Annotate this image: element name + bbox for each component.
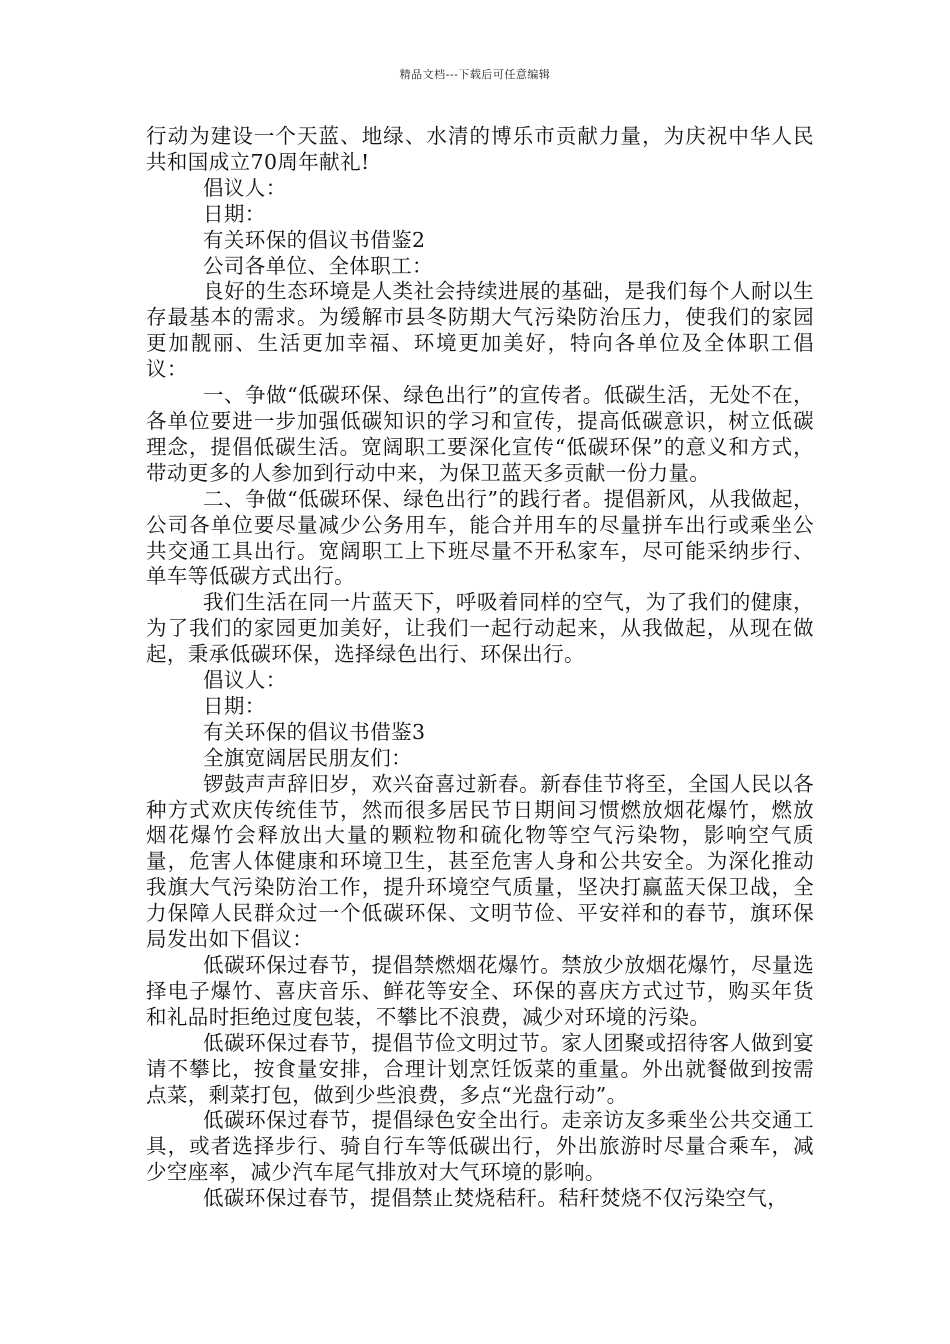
paragraph: 我们生活在同一片蓝天下，呼吸着同样的空气，为了我们的健康，为了我们的家园更加美好，让我们一起行动起来，从我做起，从现在做起，秉承低碳环保，选择绿色出行、环保出行。 bbox=[146, 590, 814, 667]
paragraph: 良好的生态环境是人类社会持续进展的基础，是我们每个人耐以生存最基本的需求。为缓解市县冬防期大气污染防治压力，使我们的家园更加靓丽、生活更加幸福、环境更加美好，特向各单位及全体职工倡议： bbox=[146, 279, 814, 382]
signature-proposer-label: 倡议人： bbox=[203, 175, 287, 200]
paragraph: 低碳环保过春节，提倡禁止焚烧秸秆。秸秆焚烧不仅污染空气， bbox=[203, 1186, 789, 1211]
paragraph: 锣鼓声声辞旧岁，欢兴奋喜过新春。新春佳节将至，全国人民以各种方式欢庆传统佳节，然而很多居民节日期间习惯燃放烟花爆竹，燃放烟花爆竹会释放出大量的颗粒物和硫化物等空气污染物，影响空气质量，危害人体健康和环境卫生，甚至危害人身和公共安全。为深化推动我旗大气污染防治工作，提升环境空气质量，坚决打赢蓝天保卫战，全力保障人民群众过一个低碳环保、文明节俭、平安祥和的春节，旗环保局发出如下倡议： bbox=[146, 771, 814, 952]
paragraph: 低碳环保过春节，提倡绿色安全出行。走亲访友多乘坐公共交通工具，或者选择步行、骑自行车等低碳出行，外出旅游时尽量合乘车，减少空座率，减少汽车尾气排放对大气环境的影响。 bbox=[146, 1108, 814, 1185]
section-title: 有关环保的倡议书借鉴2 bbox=[203, 227, 426, 252]
signature-date-label: 日期： bbox=[203, 693, 266, 718]
paragraph: 低碳环保过春节，提倡禁燃烟花爆竹。禁放少放烟花爆竹，尽量选择电子爆竹、喜庆音乐、鲜花等安全、环保的喜庆方式过节，购买年货和礼品时拒绝过度包装，不攀比不浪费，减少对环境的污染。 bbox=[146, 953, 814, 1029]
salutation: 全旗宽阔居民朋友们： bbox=[203, 745, 412, 770]
paragraph: 一、争做“低碳环保、绿色出行”的宣传者。低碳生活，无处不在，各单位要进一步加强低碳知识的学习和宣传，提高低碳意识，树立低碳理念，提倡低碳生活。宽阔职工要深化宣传“低碳环保”的意义和方式，带动更多的人参加到行动中来，为保卫蓝天多贡献一份力量。 bbox=[146, 383, 814, 485]
page-header: 精品文档---下载后可任意编辑 bbox=[399, 68, 551, 81]
signature-proposer-label: 倡议人： bbox=[203, 668, 287, 693]
signature-date-label: 日期： bbox=[203, 201, 266, 226]
paragraph: 二、争做“低碳环保、绿色出行”的践行者。提倡新风，从我做起，公司各单位要尽量减少公务用车，能合并用车的尽量拼车出行或乘坐公共交通工具出行。宽阔职工上下班尽量不开私家车，尽可能采纳步行、单车等低碳方式出行。 bbox=[146, 486, 814, 589]
paragraph: 低碳环保过春节，提倡节俭文明过节。家人团聚或招待客人做到宴请不攀比，按食量安排，合理计划烹饪饭菜的重量。外出就餐做到按需点菜，剩菜打包，做到少些浪费，多点“光盘行动”。 bbox=[146, 1030, 814, 1107]
paragraph: 行动为建设一个天蓝、地绿、水清的博乐市贡献力量，为庆祝中华人民共和国成立70周年献礼! bbox=[146, 124, 814, 174]
section-title: 有关环保的倡议书借鉴3 bbox=[203, 719, 426, 744]
salutation: 公司各单位、全体职工： bbox=[203, 253, 433, 278]
document-body bbox=[146, 124, 814, 1212]
